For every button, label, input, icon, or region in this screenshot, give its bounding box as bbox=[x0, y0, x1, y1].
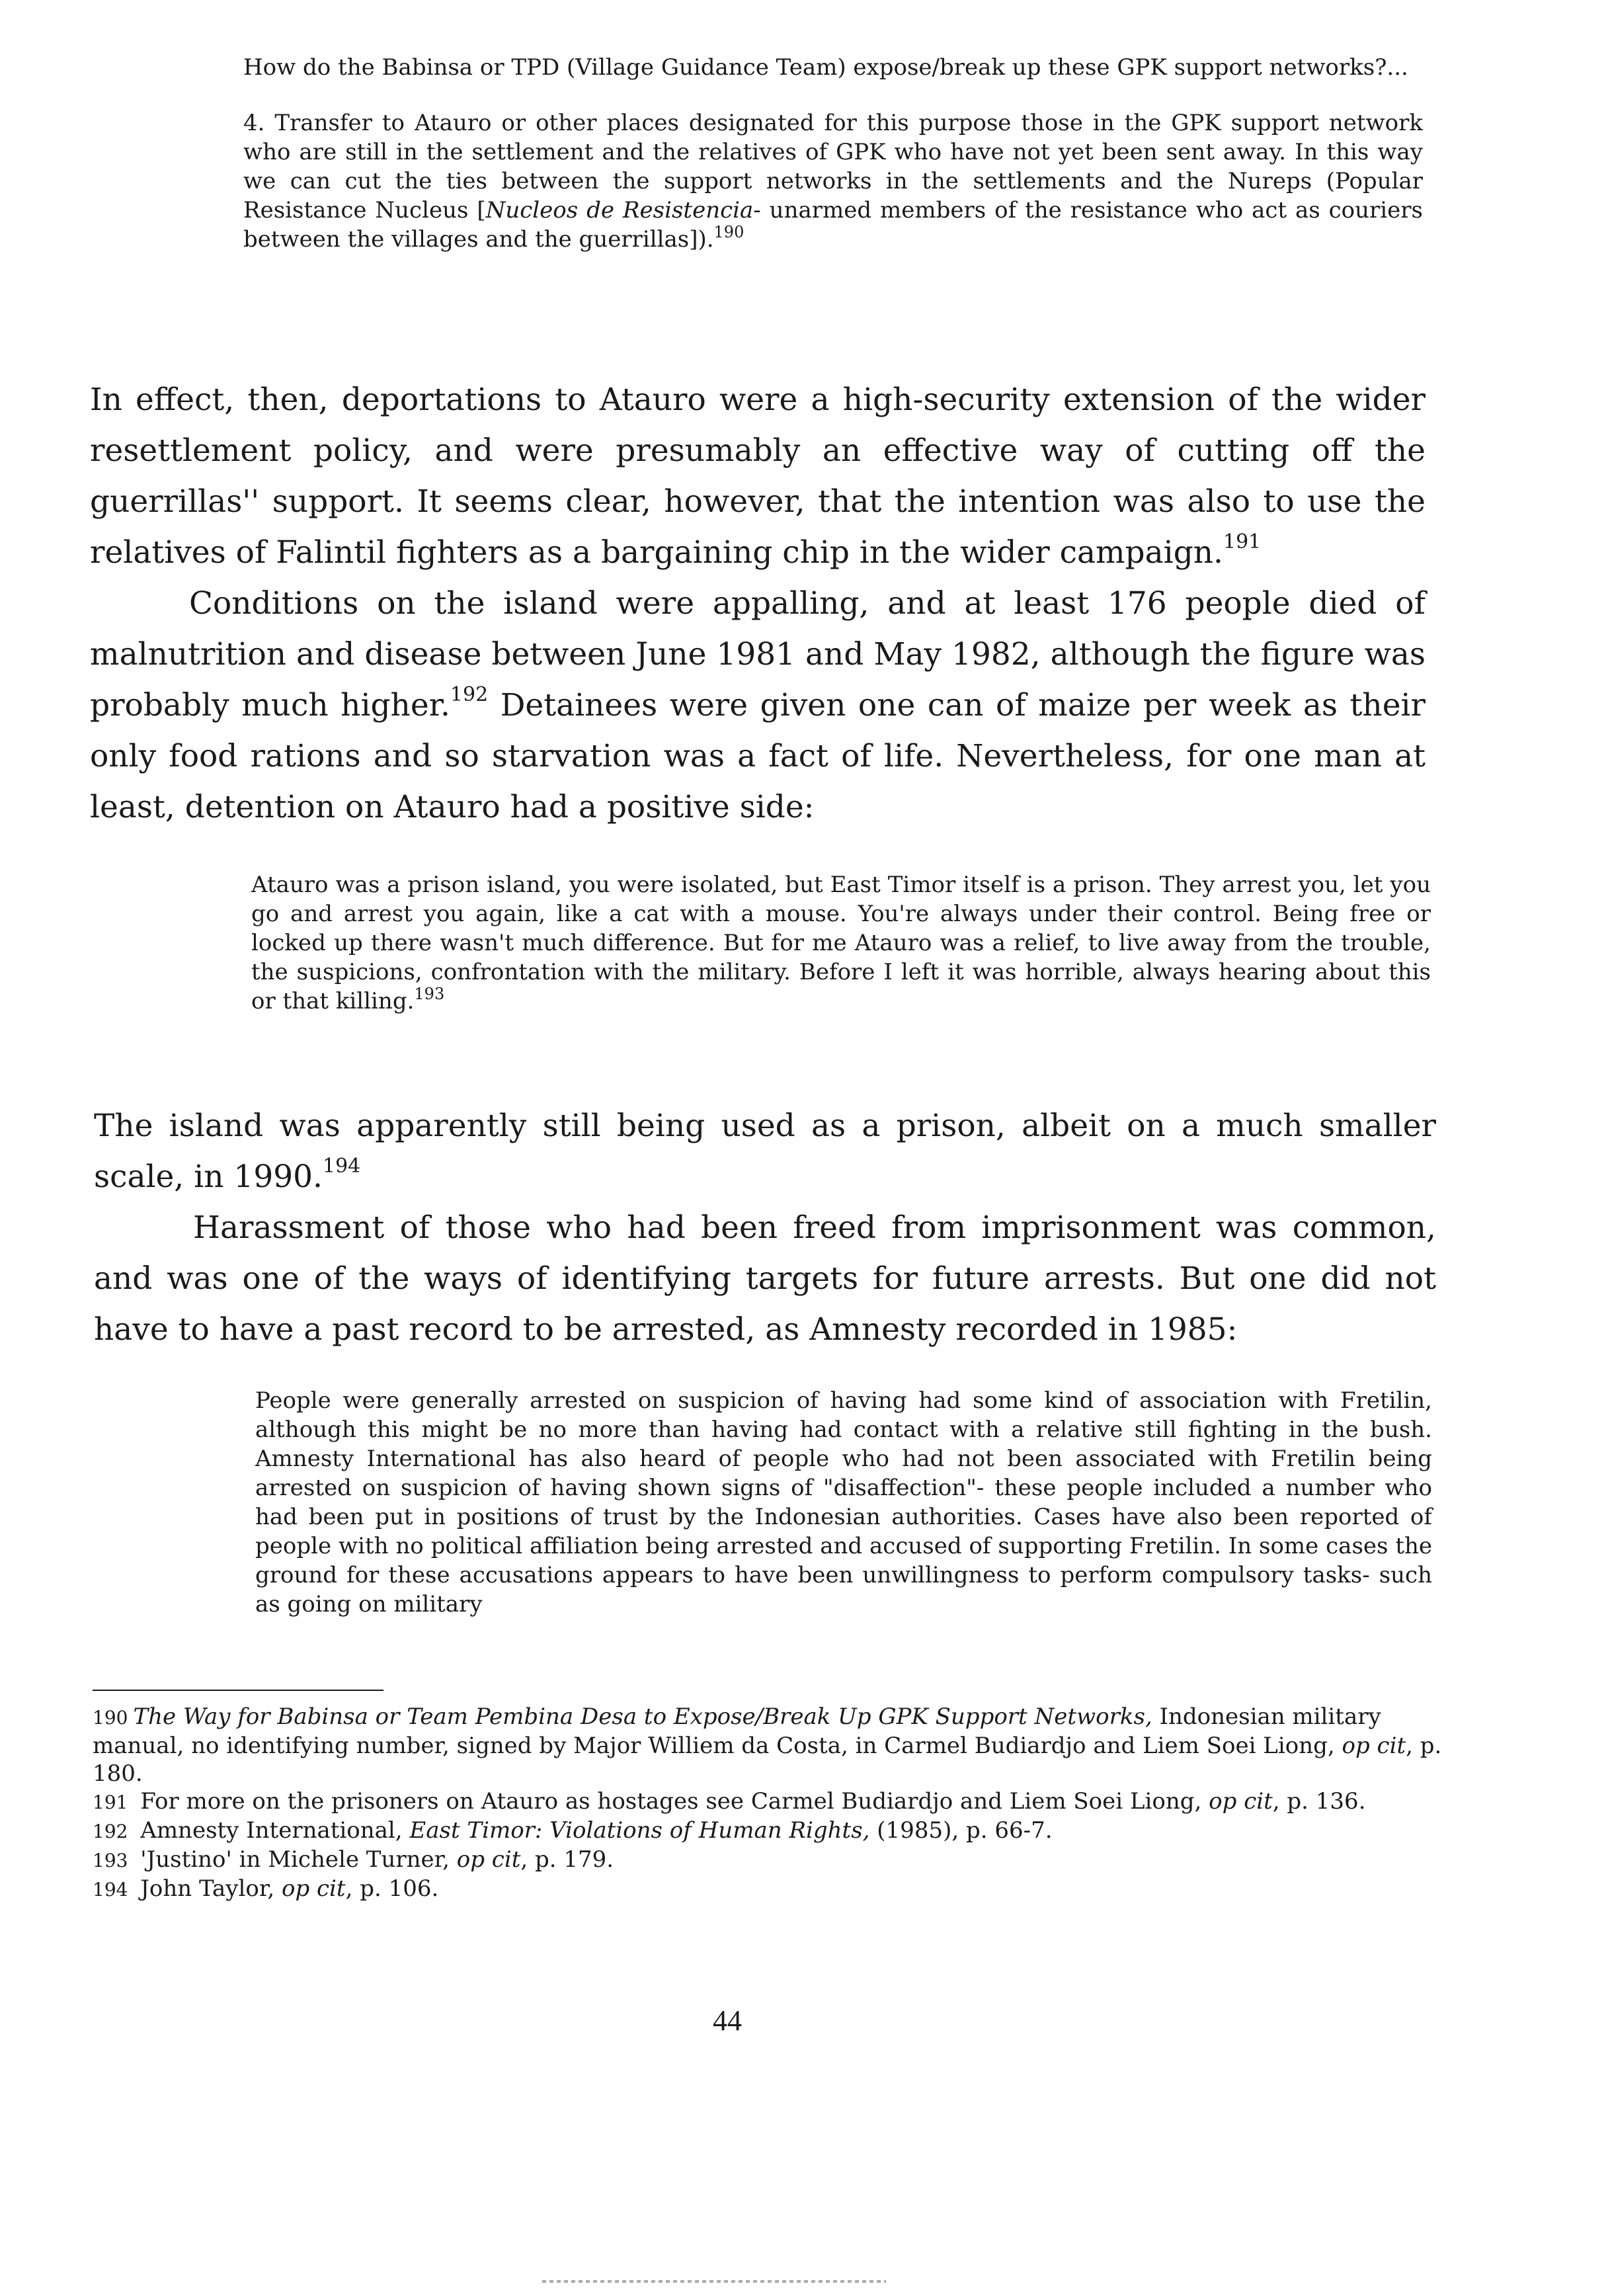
footnote-192: 192 Amnesty International, East Timor: Violations of Human Rights, (1985), p. 66-7. bbox=[93, 1817, 1053, 1844]
footnote-190: 190 The Way for Babinsa or Team Pembina Desa to Expose/Break Up GPK Support Networks, Indonesian military manual, no identifying number, signed by Major Williem da Costa, in Carmel Budiardjo and Liem Soei Liong, op cit, p. 180. bbox=[93, 1703, 1442, 1787]
body-paragraph-1: In effect, then, deportations to Atauro were a high-security extension of the wider resettlement policy, and were presumably an effective way of cutting off the guerrillas'' support. It seems clear, however, that the intention was also to use the relatives of Falintil fighters as a bargaining chip in the wider campaign.$^{191}$ bbox=[90, 382, 1426, 571]
footnote-191: 191 For more on the prisoners on Atauro as hostages see Carmel Budiardjo and Liem Soei Liong, op cit, p. 136. bbox=[93, 1788, 1366, 1815]
quote-intro: How do the Babinsa or TPD (Village Guidance Team) expose/break up these GPK support networks?... bbox=[243, 54, 1408, 81]
scan-artifact bbox=[542, 2280, 886, 2283]
block-quote-manual bbox=[243, 53, 1423, 254]
footnote-193: 193 'Justino' in Michele Turner, op cit, p. 179. bbox=[93, 1846, 614, 1873]
block-quote-amnesty: People were generally arrested on suspicion of having had some kind of association with Fretilin, although this might be no more than having had contact with a relative still fighting in the bush. Amnesty International has also heard of people who had not been associated with Fretilin being arrested on suspicion of having shown signs of "disaffection"- these people included a number who had been put in positions of trust by the Indonesian authorities. Cases have also been reported of people with no political affiliation being arrested and accused of supporting Fretilin. In some cases the ground for these accusations appears to have been unwillingness to perform compulsory tasks- such as going on military bbox=[255, 1387, 1432, 1618]
footnote-ref-193[interactable]: 193 bbox=[414, 985, 445, 1003]
quote-item-4: 4. Transfer to Atauro or other places designated for this purpose those in the GPK support network who are still in the settlement and the relatives of GPK who have not yet been sent away. In this way we can cut the ties between the support networks in the settlements and the Nureps (Popular Resistance Nucleus [Nucleos de Resistencia- unarmed members of the resistance who act as couriers between the villages and the guerrillas]).$^{190}$ bbox=[243, 110, 1423, 253]
footnote-ref-194[interactable]: 194 bbox=[322, 1155, 361, 1178]
footnote-194: 194 John Taylor, op cit, p. 106. bbox=[93, 1875, 439, 1902]
footnotes bbox=[93, 1703, 1455, 1904]
body-paragraph-4: Harassment of those who had been freed from imprisonment was common, and was one of the ways of identifying targets for future arrests. But one did not have to have a past record to be arrested, as Amnesty recorded in 1985: bbox=[94, 1210, 1436, 1348]
footnote-ref-191[interactable]: 191 bbox=[1223, 530, 1262, 554]
footnote-divider bbox=[93, 1690, 383, 1691]
footnote-ref-192[interactable]: 192 bbox=[450, 683, 489, 706]
page-number: 44 bbox=[713, 2004, 742, 2037]
body-paragraph-2: Conditions on the island were appalling, and at least 176 people died of malnutrition and disease between June 1981 and May 1982, although the figure was probably much higher.$^{192}$ Detainees were given one can of maize per week as their only food rations and so starvation was a fact of life. Nevertheless, for one man at least, detention on Atauro had a positive side: bbox=[90, 585, 1426, 825]
body-paragraph-3: The island was apparently still being used as a prison, albeit on a much smaller scale, in 1990.$^{194}$ bbox=[94, 1108, 1436, 1195]
footnote-ref-190[interactable]: 190 bbox=[713, 223, 744, 241]
block-quote-justino: Atauro was a prison island, you were isolated, but East Timor itself is a prison. They arrest you, let you go and arrest you again, like a cat with a mouse. You're always under their control. Being free or locked up there wasn't much difference. But for me Atauro was a relief, to live away from the trouble, the suspicions, confrontation with the military. Before I left it was horrible, always hearing about this or that killing.$^{193}$ bbox=[251, 872, 1431, 1014]
